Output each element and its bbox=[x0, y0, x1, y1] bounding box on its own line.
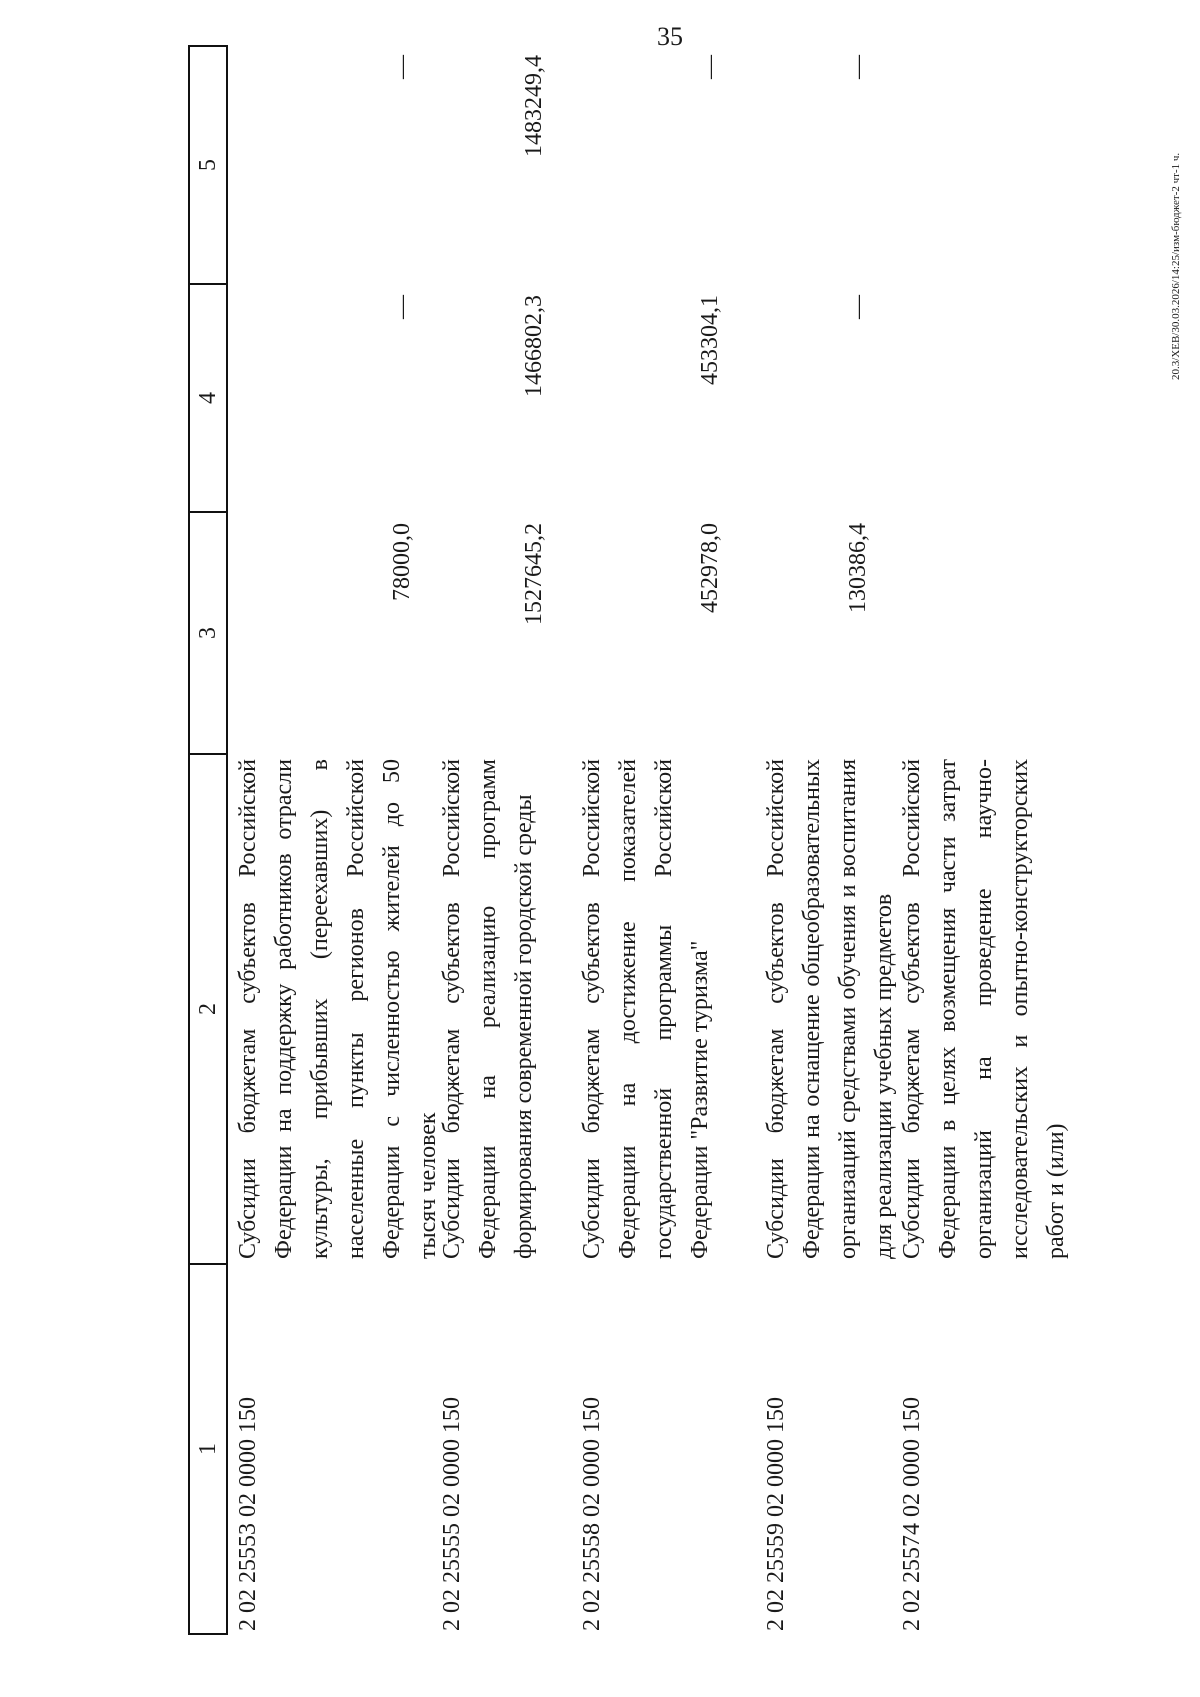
row-description: Субсидии бюджетам субъектов Российской Федерации на оснащение общеобразовательных организаций средствами обучения и воспитания для реализации учебных предметов bbox=[763, 759, 897, 1259]
budget-table bbox=[188, 45, 1069, 1635]
header-col-1: 1 bbox=[188, 1265, 228, 1635]
header-col-4: 4 bbox=[188, 285, 228, 513]
header-col-2: 2 bbox=[188, 755, 228, 1265]
row-description: Субсидии бюджетам субъектов Российской Федерации на реализацию программ формирования современной городской среды bbox=[439, 759, 537, 1259]
row-value-col3: 78000,0 bbox=[389, 523, 415, 601]
table-row bbox=[230, 45, 441, 1635]
row-value-col3: 1527645,2 bbox=[521, 523, 547, 625]
row-code: 2 02 25553 02 0000 150 bbox=[235, 1397, 261, 1631]
row-value-col5: 1483249,4 bbox=[521, 55, 547, 157]
row-code: 2 02 25559 02 0000 150 bbox=[763, 1397, 789, 1631]
row-description: Субсидии бюджетам субъектов Российской Федерации на достижение показателей государственной программы Российской Федерации "Развитие туризма" bbox=[579, 759, 713, 1259]
table-row bbox=[434, 45, 552, 1635]
row-value-col4: — bbox=[389, 295, 415, 319]
footer-document-code: 20.3/ХЕВ/30.03.2026/14:25/изм-бюджет-2 чт-1 ч. bbox=[1170, 152, 1182, 380]
row-value-col4: 453304,1 bbox=[697, 295, 723, 385]
header-col-3: 3 bbox=[188, 513, 228, 755]
row-code: 2 02 25555 02 0000 150 bbox=[439, 1397, 465, 1631]
row-description: Субсидии бюджетам субъектов Российской Федерации на поддержку работников отрасли культуры, прибывших (переехавших) в населенные пункты регионов Российской Федерации с численностью жителей до 50 тысяч человек bbox=[235, 759, 441, 1259]
table-row bbox=[758, 45, 897, 1635]
table-row bbox=[894, 45, 1069, 1635]
table-header-row bbox=[188, 45, 226, 1635]
row-code: 2 02 25558 02 0000 150 bbox=[579, 1397, 605, 1631]
row-value-col4: — bbox=[845, 295, 871, 319]
row-code: 2 02 25574 02 0000 150 bbox=[899, 1397, 925, 1631]
row-value-col5: — bbox=[845, 55, 871, 79]
header-col-5: 5 bbox=[188, 45, 228, 285]
row-value-col5: — bbox=[389, 55, 415, 79]
table-row bbox=[574, 45, 728, 1635]
page-number: 35 bbox=[657, 22, 683, 51]
row-description: Субсидии бюджетам субъектов Российской Федерации в целях возмещения части затрат организаций на проведение научно-исследовательских и опытно-конструкторских работ и (или) bbox=[899, 759, 1069, 1259]
row-value-col3: 452978,0 bbox=[697, 523, 723, 613]
row-value-col4: 1466802,3 bbox=[521, 295, 547, 397]
row-value-col5: — bbox=[697, 55, 723, 79]
row-value-col3: 130386,4 bbox=[845, 523, 871, 613]
